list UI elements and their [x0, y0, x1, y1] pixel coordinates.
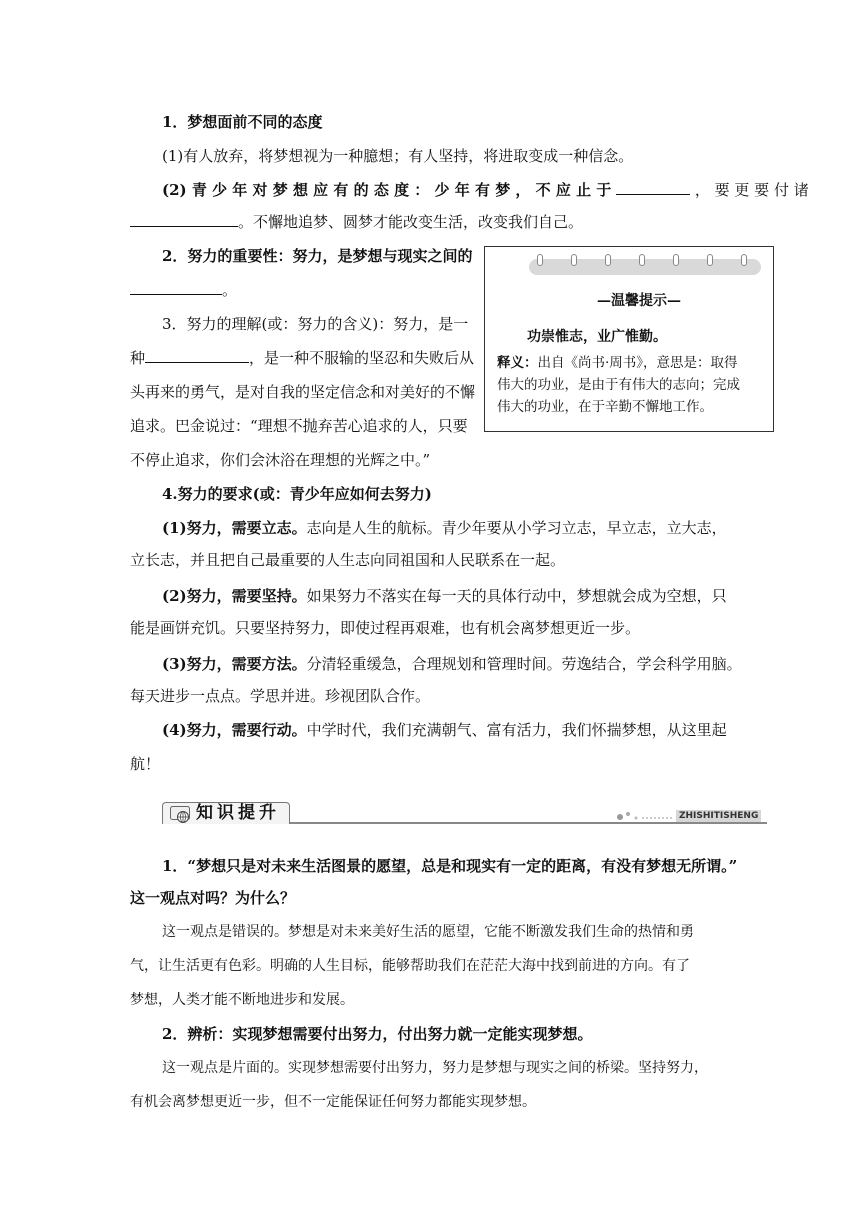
section4-point3-line2: 每天进步一点点。学思并进。珍视团队合作。 [130, 687, 431, 705]
answer1-line3: 梦想，人类才能不断地进步和发展。 [130, 992, 354, 1008]
section4-point4-line2: 航！ [130, 755, 161, 773]
ring-icon [605, 254, 611, 266]
tip-motto: 功崇惟志，业广惟勤。 [527, 329, 667, 345]
tip-explanation-line2: 伟大的功业，是由于有伟大的志向；完成 [497, 377, 740, 393]
point3-head: (3)努力，需要方法。 [162, 655, 307, 673]
section3-line2 [130, 348, 474, 368]
section4-point4-line1 [162, 720, 727, 740]
section1-point2-mid: ， 要 更 要 付 诸 [694, 181, 809, 199]
ring-icon [741, 254, 747, 266]
banner-title: 知识提升 [196, 803, 280, 823]
section2-line1 [162, 246, 472, 266]
section4-title: 4.努力的要求(或：青少年应如何去努力) [162, 485, 432, 503]
section4-point2-line2: 能是画饼充饥。只要坚持努力，即使过程再艰难，也有机会离梦想更近一步。 [130, 619, 641, 637]
section4-point1-line1 [162, 518, 727, 538]
question2: 2．辨析：实现梦想需要付出努力，付出努力就一定能实现梦想。 [162, 1025, 593, 1043]
answer1-line2: 气，让生活更有色彩。明确的人生目标，能够帮助我们在茫茫大海中找到前进的方向。有了 [130, 958, 690, 974]
point3-text: 分清轻重缓急，合理规划和管理时间。劳逸结合，学会科学用脑。 [306, 655, 742, 673]
section1-point2-lead: (2) 青 少 年 对 梦 想 应 有 的 态 度 ： 少 年 有 梦 ， 不 应 止 于 [162, 181, 612, 199]
section3-line5: 不停止追求，你们会沐浴在理想的光辉之中。” [130, 451, 431, 469]
point1-head: (1)努力，需要立志。 [162, 519, 307, 537]
answer2-line1: 这一观点是片面的。实现梦想需要付出努力，努力是梦想与现实之间的桥梁。坚持努力， [162, 1060, 708, 1076]
globe-icon [170, 806, 190, 824]
section3-line2-a: 种 [130, 349, 146, 367]
question1-line1: 1．“梦想只是对未来生活图景的愿望，总是和现实有一定的距离，有没有梦想无所谓。” [162, 857, 738, 875]
ring-icon [707, 254, 713, 266]
section2-text: 2．努力的重要性：努力，是梦想与现实之间的 [162, 247, 473, 265]
fill-blank [616, 180, 690, 195]
section1-point2-line2 [130, 212, 583, 232]
section2-end: 。 [222, 281, 238, 299]
section4-point3-line1 [162, 654, 742, 674]
question1-line2: 这一观点对吗？为什么？ [130, 889, 296, 907]
section1-title: 1．梦想面前不同的态度 [162, 113, 323, 131]
notebook-strip [529, 259, 761, 275]
banner-english: ZHISHITISHENG [676, 810, 761, 822]
tip-explanation-text: 出自《尚书·周书》，意思是：取得 [537, 355, 738, 371]
tip-explanation-line3: 伟大的功业，在于辛勤不懈地工作。 [497, 399, 713, 415]
tip-heading: —温馨提示— [597, 293, 681, 309]
section3-line2-b: ，是一种不服输的坚忍和失败后从 [249, 349, 475, 367]
tip-explanation-label: 释义： [497, 355, 538, 371]
point4-text: 中学时代，我们充满朝气、富有活力，我们怀揣梦想，从这里起 [306, 721, 727, 739]
point4-head: (4)努力，需要行动。 [162, 721, 307, 739]
ring-icon [537, 254, 543, 266]
fill-blank [130, 212, 238, 227]
fill-blank [130, 280, 222, 295]
section3-line3: 头再来的勇气，是对自我的坚定信念和对美好的不懈 [130, 383, 476, 401]
ring-icon [673, 254, 679, 266]
fill-blank [145, 348, 249, 363]
ring-icon [639, 254, 645, 266]
section4-point2-line1 [162, 586, 727, 606]
section1-point1: (1)有人放弃，将梦想视为一种臆想；有人坚持，将进取变成一种信念。 [162, 147, 634, 165]
section4-point1-line2: 立长志，并且把自己最重要的人生志向同祖国和人民联系在一起。 [130, 551, 566, 569]
tip-box [484, 246, 774, 432]
dots-decoration-icon [616, 810, 676, 822]
section1-point2-tail: 。不懈地追梦、圆梦才能改变生活，改变我们自己。 [238, 213, 584, 231]
section3-line1: 3．努力的理解(或：努力的含义)：努力，是一 [162, 315, 469, 333]
point2-head: (2)努力，需要坚持。 [162, 587, 307, 605]
section1-point2-line1 [162, 180, 809, 200]
tip-explanation-line1 [497, 353, 738, 373]
answer1-line1: 这一观点是错误的。梦想是对未来美好生活的愿望，它能不断激发我们生命的热情和勇 [162, 924, 694, 940]
section3-line4: 追求。巴金说过：“理想不抛弃苦心追求的人，只要 [130, 417, 468, 435]
section2-line2 [130, 280, 237, 300]
point2-text: 如果努力不落实在每一天的具体行动中，梦想就会成为空想，只 [306, 587, 727, 605]
point1-text: 志向是人生的航标。青少年要从小学习立志，早立志，立大志， [306, 519, 727, 537]
ring-icon [571, 254, 577, 266]
answer2-line2: 有机会离梦想更近一步，但不一定能保证任何努力都能实现梦想。 [130, 1094, 536, 1110]
